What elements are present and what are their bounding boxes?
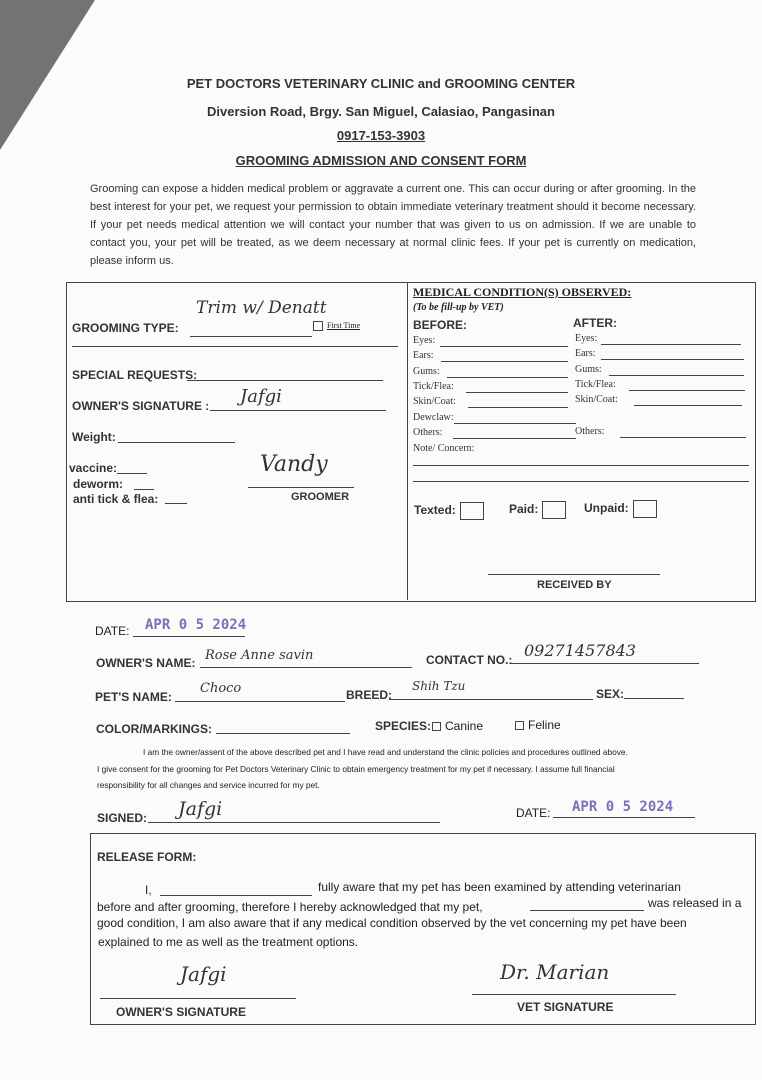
paid-checkbox[interactable] xyxy=(542,501,566,519)
grooming-type-label: GROOMING TYPE: xyxy=(72,321,179,335)
before-label-6: Others: xyxy=(413,426,443,438)
date-field[interactable] xyxy=(133,636,245,637)
before-label-2: Gums: xyxy=(413,365,440,377)
vet-signature-label: VET SIGNATURE xyxy=(517,1000,614,1014)
breed-label: BREED: xyxy=(346,688,393,702)
unpaid-checkbox[interactable] xyxy=(633,500,657,518)
weight-field[interactable] xyxy=(118,442,235,443)
unpaid-label: Unpaid: xyxy=(584,501,629,516)
color-markings-label: COLOR/MARKINGS: xyxy=(96,722,212,736)
consent-date-field[interactable] xyxy=(553,817,695,818)
owner-name-field[interactable] xyxy=(200,667,412,668)
before-field-0[interactable] xyxy=(440,346,568,347)
after-label-0: Eyes: xyxy=(575,333,598,344)
texted-checkbox[interactable] xyxy=(460,502,484,520)
first-time-label: First Time xyxy=(327,321,361,330)
feline-label: Feline xyxy=(528,718,561,732)
form-title: GROOMING ADMISSION AND CONSENT FORM xyxy=(235,153,527,168)
breed-value: Shih Tzu xyxy=(412,679,466,693)
release-owner-name-field[interactable] xyxy=(160,895,312,896)
grooming-type-extra-line[interactable] xyxy=(72,346,398,347)
release-line-1a: I, xyxy=(145,883,152,897)
contact-value: 09271457843 xyxy=(524,641,636,660)
owner-signature-field[interactable] xyxy=(210,410,386,411)
note-line-1[interactable] xyxy=(413,465,749,466)
clinic-name: PET DOCTORS VETERINARY CLINIC and GROOMING CENTER xyxy=(186,76,576,91)
received-by-line[interactable] xyxy=(488,574,660,575)
anti-tick-field[interactable] xyxy=(165,503,187,504)
first-time-checkbox[interactable] xyxy=(313,321,323,331)
deworm-field[interactable] xyxy=(134,489,154,490)
after-label: AFTER: xyxy=(573,316,617,330)
after-field-5[interactable] xyxy=(620,437,746,438)
before-label: BEFORE: xyxy=(413,318,467,332)
contact-field[interactable] xyxy=(511,663,699,664)
release-line-3: good condition, I am also aware that if any medical condition observed by the vet concerning my pet have been xyxy=(97,916,687,930)
medical-subtitle: (To be fill-up by VET) xyxy=(413,302,504,313)
before-field-2[interactable] xyxy=(447,377,568,378)
paid-label: Paid: xyxy=(509,502,539,517)
consent-line-3: responsibility for all changes and service incurred for my pet. xyxy=(97,780,320,790)
species-label: SPECIES: xyxy=(375,719,432,733)
release-owner-signature-line[interactable] xyxy=(100,998,296,999)
canine-label: Canine xyxy=(445,719,484,733)
before-label-0: Eyes: xyxy=(413,335,436,346)
release-pet-name-field[interactable] xyxy=(530,910,644,911)
anti-tick-label: anti tick & flea: xyxy=(73,492,159,506)
vaccine-field[interactable] xyxy=(117,473,147,474)
medical-title: MEDICAL CONDITION(S) OBSERVED: xyxy=(413,285,632,299)
special-requests-field[interactable] xyxy=(187,380,383,381)
after-label-3: Tick/Flea: xyxy=(575,378,616,390)
vet-signature-line[interactable] xyxy=(472,994,676,995)
owner-signature-value: Jafgi xyxy=(240,386,282,407)
after-label-5: Others: xyxy=(575,426,605,437)
grooming-type-field[interactable] xyxy=(190,336,312,337)
pet-name-value: Choco xyxy=(200,681,242,696)
sex-label: SEX: xyxy=(596,687,625,701)
after-field-1[interactable] xyxy=(601,359,744,360)
before-field-5[interactable] xyxy=(454,423,576,424)
signed-field[interactable] xyxy=(148,822,440,823)
groomer-signature: Vandy xyxy=(260,452,328,477)
before-field-6[interactable] xyxy=(453,438,576,439)
consent-date-stamp: APR 0 5 2024 xyxy=(572,799,674,815)
signed-value: Jafgi xyxy=(178,798,223,820)
after-field-2[interactable] xyxy=(609,375,744,376)
clinic-phone: 0917-153-3903 xyxy=(336,128,426,143)
before-label-3: Tick/Flea: xyxy=(413,380,454,392)
release-line-2a: before and after grooming, therefore I hereby acknowledged that my pet, xyxy=(97,900,483,914)
release-line-4: explained to me as well as the treatment options. xyxy=(98,935,359,949)
received-by-label: RECEIVED BY xyxy=(537,579,612,591)
before-field-1[interactable] xyxy=(441,361,568,362)
before-label-5: Dewclaw: xyxy=(413,411,454,423)
vet-signature: Dr. Marian xyxy=(500,960,610,984)
canine-checkbox[interactable] xyxy=(432,722,441,731)
panel-divider xyxy=(407,282,408,600)
before-field-3[interactable] xyxy=(466,392,568,393)
after-field-0[interactable] xyxy=(601,344,741,345)
breed-field[interactable] xyxy=(389,699,593,700)
signed-label: SIGNED: xyxy=(97,811,148,825)
after-field-3[interactable] xyxy=(629,390,745,391)
owner-name-label: OWNER'S NAME: xyxy=(96,656,196,670)
groomer-label: GROOMER xyxy=(291,491,350,503)
grooming-type-value: Trim w/ Denatt xyxy=(196,298,327,318)
date-stamp: APR 0 5 2024 xyxy=(145,617,247,633)
note-label: Note/ Concern: xyxy=(413,443,475,454)
contact-label: CONTACT NO.: xyxy=(426,653,513,667)
release-title: RELEASE FORM: xyxy=(97,850,197,864)
consent-date-label: DATE: xyxy=(516,806,551,820)
after-field-4[interactable] xyxy=(634,405,742,406)
consent-line-1: I am the owner/assent of the above described pet and I have read and understand the clinic policies and procedures outlined above. xyxy=(143,747,628,757)
after-label-1: Ears: xyxy=(575,348,596,360)
weight-label: Weight: xyxy=(72,430,116,444)
intro-paragraph: Grooming can expose a hidden medical problem or aggravate a current one. This can occur during or after grooming. In the best interest for your pet, we request your permission to obtain immediate veterinary treatment should it become necessary. If your pet needs medical attention we will contact your number that was given to us on admission. If we are unable to contact you, your pet will be treated, as we deem necessary at normal clinic fees. If your pet is currently on medication, please inform us. xyxy=(90,183,696,267)
release-owner-signature: Jafgi xyxy=(180,962,227,986)
release-line-1b: fully aware that my pet has been examined by attending veterinarian xyxy=(318,880,681,894)
release-line-2b: was released in a xyxy=(648,896,742,910)
date-label: DATE: xyxy=(95,624,130,638)
owner-name-value: Rose Anne savin xyxy=(205,648,314,663)
sex-field[interactable] xyxy=(624,698,684,699)
special-requests-label: SPECIAL REQUESTS: xyxy=(72,368,198,382)
color-markings-field[interactable] xyxy=(216,733,350,734)
owner-signature-label: OWNER'S SIGNATURE : xyxy=(72,399,210,413)
vaccine-label: vaccine: xyxy=(69,461,118,475)
clinic-address: Diversion Road, Brgy. San Miguel, Calasiao, Pangasinan xyxy=(207,104,555,119)
before-label-4: Skin/Coat: xyxy=(413,396,456,408)
before-field-4[interactable] xyxy=(468,407,568,408)
consent-line-2: I give consent for the grooming for Pet Doctors Veterinary Clinic to obtain emergency treatment for my pet if necessary. I assume full financial xyxy=(97,764,615,774)
release-owner-signature-label: OWNER'S SIGNATURE xyxy=(116,1005,246,1019)
pet-name-label: PET'S NAME: xyxy=(95,690,172,704)
before-label-1: Ears: xyxy=(413,350,434,362)
deworm-label: deworm: xyxy=(73,477,124,491)
note-line-2[interactable] xyxy=(413,481,749,482)
after-label-4: Skin/Coat: xyxy=(575,394,618,406)
feline-checkbox[interactable] xyxy=(515,721,524,730)
groomer-signature-line xyxy=(248,487,354,488)
pet-name-field[interactable] xyxy=(175,701,345,702)
after-label-2: Gums: xyxy=(575,363,602,375)
texted-label: Texted: xyxy=(414,503,456,518)
